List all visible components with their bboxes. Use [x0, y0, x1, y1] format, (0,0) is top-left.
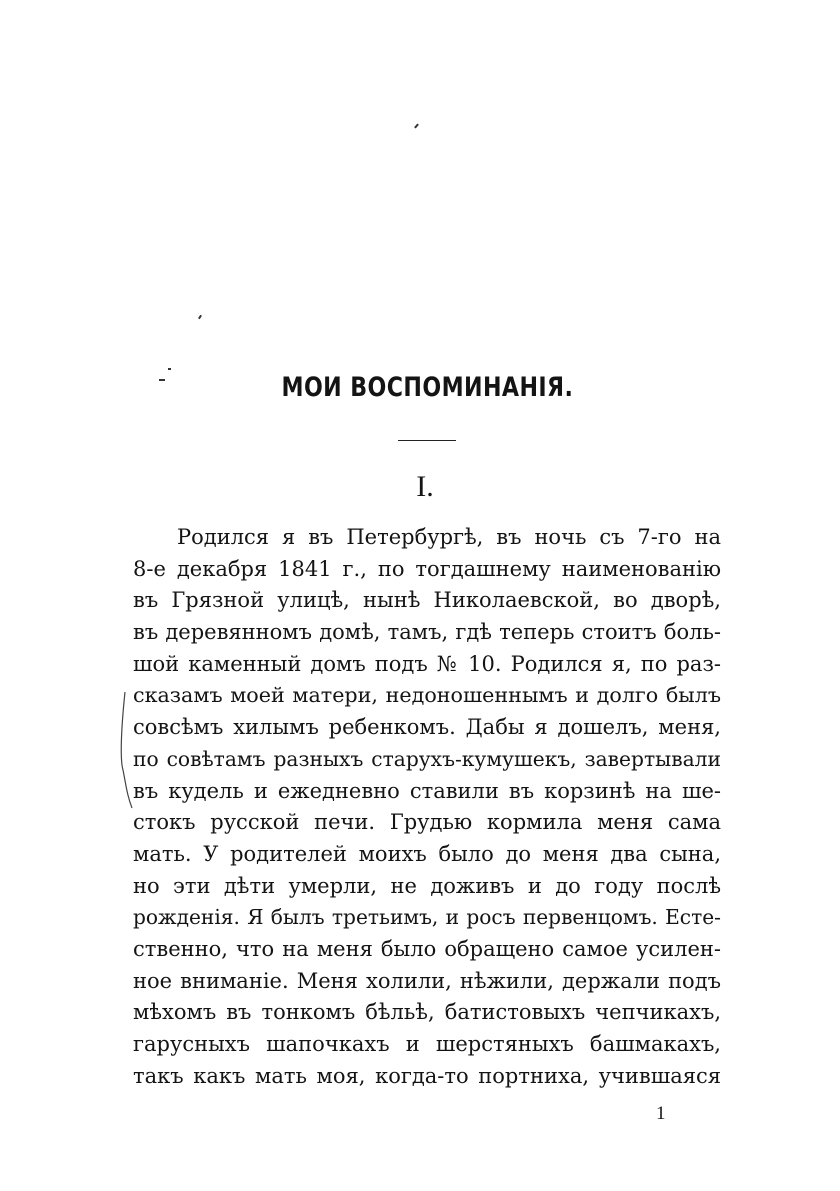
text-line: въ Грязной улицѣ, нынѣ Николаевской, во дворѣ, [133, 588, 721, 613]
title-divider [398, 440, 456, 441]
text-line: такъ какъ мать моя, когда-то портниха, учившаяся [133, 1063, 721, 1088]
text-line: мать. У родителей моихъ было до меня два сына, [133, 841, 721, 866]
text-line: совсѣмъ хилымъ ребенкомъ. Дабы я дошелъ, меня, [133, 715, 721, 740]
scan-speck [414, 123, 419, 128]
text-line: въ деревянномъ домѣ, тамъ, гдѣ теперь стоитъ боль- [133, 620, 721, 645]
text-line: сказамъ моей матери, недоношеннымъ и долго былъ [133, 683, 721, 708]
text-line: по совѣтамъ разныхъ старухъ-кумушекъ, завертывали [133, 746, 721, 771]
text-line: ное вниманіе. Меня холили, нѣжили, держали подъ [133, 968, 721, 993]
text-line: но эти дѣти умерли, не доживъ и до году послѣ [133, 873, 721, 898]
text-line: мѣхомъ въ тонкомъ бѣльѣ, батистовыхъ чепчикахъ, [133, 1000, 721, 1025]
text-line: Родился я въ Петербургѣ, въ ночь съ 7-го на [177, 525, 721, 549]
scan-speck [198, 315, 202, 319]
text-line: стокъ русской печи. Грудью кормила меня сама [133, 810, 721, 835]
text-line: гарусныхъ шапочкахъ и шерстяныхъ башмакахъ, [133, 1032, 721, 1056]
text-line: въ кудель и ежедневно ставили въ корзинѣ на ше- [133, 778, 721, 803]
text-line: ственно, что на меня было обращено самое усилен- [133, 936, 721, 961]
text-line: 8-е декабря 1841 г., по тогдашнему наименованію [133, 556, 721, 581]
chapter-number: I. [416, 470, 434, 503]
scan-speck [168, 368, 171, 370]
page-number: 1 [656, 1103, 666, 1124]
text-line: рожденія. Я былъ третьимъ, и росъ первенцомъ. Есте- [133, 905, 721, 930]
body-text [133, 522, 721, 1092]
text-line: шой каменный домъ подъ № 10. Родился я, по раз- [133, 651, 721, 676]
page-title: МОИ ВОСПОМИНАНІЯ. [281, 372, 574, 403]
